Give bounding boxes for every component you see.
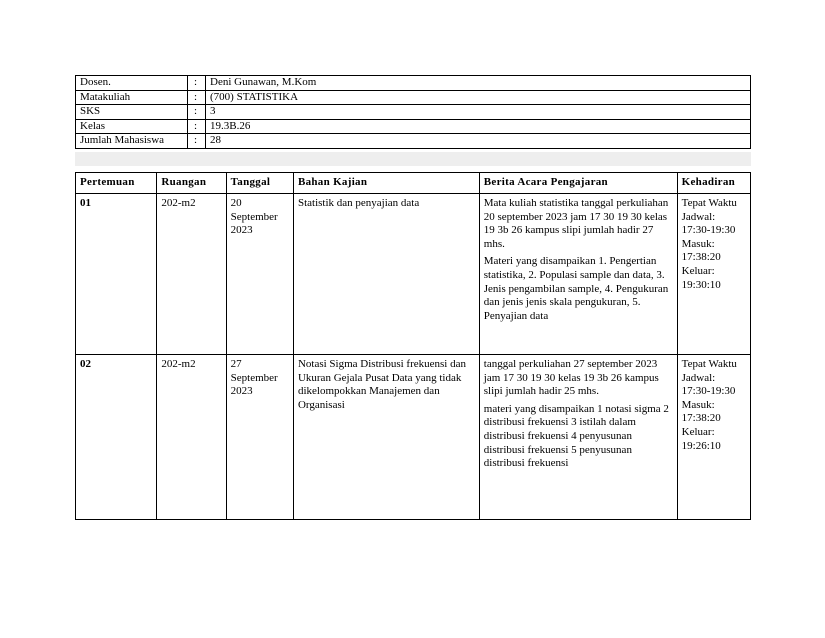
- kehadiran-jadwal-label: Jadwal:: [681, 371, 716, 384]
- info-label: Dosen.: [76, 76, 188, 91]
- tanggal-day: 27: [230, 358, 242, 370]
- cell-pertemuan: 01: [76, 194, 157, 355]
- cell-berita-acara: [479, 194, 677, 355]
- table-row: [76, 355, 751, 520]
- berita-materi: materi yang disampaikan 1 notasi sigma 2 distribusi frekuensi 3 istilah dalam distribusi frekuensi 4 penyusunan distribusi frekuensi 5 penyusunan distribusi frekuensi: [483, 402, 669, 470]
- cell-berita-acara: [479, 355, 677, 520]
- info-value: 28: [206, 134, 751, 149]
- tanggal-year: 2023: [230, 385, 253, 398]
- berita-summary: tanggal perkuliahan 27 september 2023 jam 17 30 19 30 kelas 19 3b 26 kampus slipi jumlah hadir 25 mhs.: [483, 358, 659, 398]
- tanggal-day: 20: [230, 197, 242, 209]
- kehadiran-jadwal-label: Jadwal:: [681, 210, 716, 223]
- info-value: 3: [206, 105, 751, 120]
- tanggal-year: 2023: [230, 224, 253, 237]
- cell-tanggal: [226, 355, 293, 520]
- cell-tanggal: [226, 194, 293, 355]
- info-label: SKS: [76, 105, 188, 120]
- info-value: Deni Gunawan, M.Kom: [206, 76, 751, 91]
- teaching-log-table: [75, 172, 751, 520]
- info-row-dosen: [76, 76, 751, 91]
- cell-pertemuan: 02: [76, 355, 157, 520]
- cell-bahan-kajian: Statistik dan penyajian data: [293, 194, 479, 355]
- kehadiran-keluar-label: Keluar:: [681, 264, 715, 277]
- info-row-sks: [76, 105, 751, 120]
- header-ruangan: Ruangan: [157, 173, 226, 194]
- berita-summary: Mata kuliah statistika tanggal perkuliahan 20 september 2023 jam 17 30 19 30 kelas 19 3b 26 kampus slipi jumlah hadir 27 mhs.: [483, 197, 669, 250]
- info-row-kelas: [76, 119, 751, 134]
- table-row: [76, 194, 751, 355]
- kehadiran-masuk: 17:38:20: [681, 412, 721, 425]
- info-colon: :: [188, 105, 206, 120]
- info-colon: :: [188, 119, 206, 134]
- table-header-row: [76, 173, 751, 194]
- header-bahan-kajian: Bahan Kajian: [293, 173, 479, 194]
- header-berita-acara: Berita Acara Pengajaran: [479, 173, 677, 194]
- tanggal-month: September: [230, 371, 278, 384]
- kehadiran-jadwal: 17:30-19:30: [681, 224, 736, 237]
- kehadiran-keluar: 19:26:10: [681, 439, 721, 452]
- info-colon: :: [188, 76, 206, 91]
- lecture-info-table: [75, 75, 751, 149]
- separator-band: [75, 152, 751, 166]
- cell-ruangan: 202-m2: [157, 355, 226, 520]
- kehadiran-keluar-label: Keluar:: [681, 425, 715, 438]
- cell-bahan-kajian: Notasi Sigma Distribusi frekuensi dan Ukuran Gejala Pusat Data yang tidak dikelompokkan Manajemen dan Organisasi: [293, 355, 479, 520]
- info-value: 19.3B.26: [206, 119, 751, 134]
- info-colon: :: [188, 90, 206, 105]
- kehadiran-status: Tepat Waktu: [681, 358, 737, 370]
- header-tanggal: Tanggal: [226, 173, 293, 194]
- kehadiran-masuk-label: Masuk:: [681, 237, 715, 250]
- header-pertemuan: Pertemuan: [76, 173, 157, 194]
- cell-ruangan: 202-m2: [157, 194, 226, 355]
- info-colon: :: [188, 134, 206, 149]
- tanggal-month: September: [230, 210, 278, 223]
- info-row-jumlah-mahasiswa: [76, 134, 751, 149]
- kehadiran-jadwal: 17:30-19:30: [681, 385, 736, 398]
- cell-kehadiran: [677, 194, 750, 355]
- kehadiran-keluar: 19:30:10: [681, 278, 721, 291]
- info-label: Jumlah Mahasiswa: [76, 134, 188, 149]
- kehadiran-masuk-label: Masuk:: [681, 398, 715, 411]
- berita-materi: Materi yang disampaikan 1. Pengertian statistika, 2. Populasi sample dan data, 3. Jenis pengambilan sample, 4. Pengukuran dan jenis jenis skala pengukuran, 5. Penyajian data: [483, 255, 669, 322]
- kehadiran-masuk: 17:38:20: [681, 251, 721, 264]
- info-label: Kelas: [76, 119, 188, 134]
- info-row-matakuliah: [76, 90, 751, 105]
- info-label: Matakuliah: [76, 90, 188, 105]
- header-kehadiran: Kehadiran: [677, 173, 750, 194]
- kehadiran-status: Tepat Waktu: [681, 197, 737, 209]
- info-value: (700) STATISTIKA: [206, 90, 751, 105]
- cell-kehadiran: [677, 355, 750, 520]
